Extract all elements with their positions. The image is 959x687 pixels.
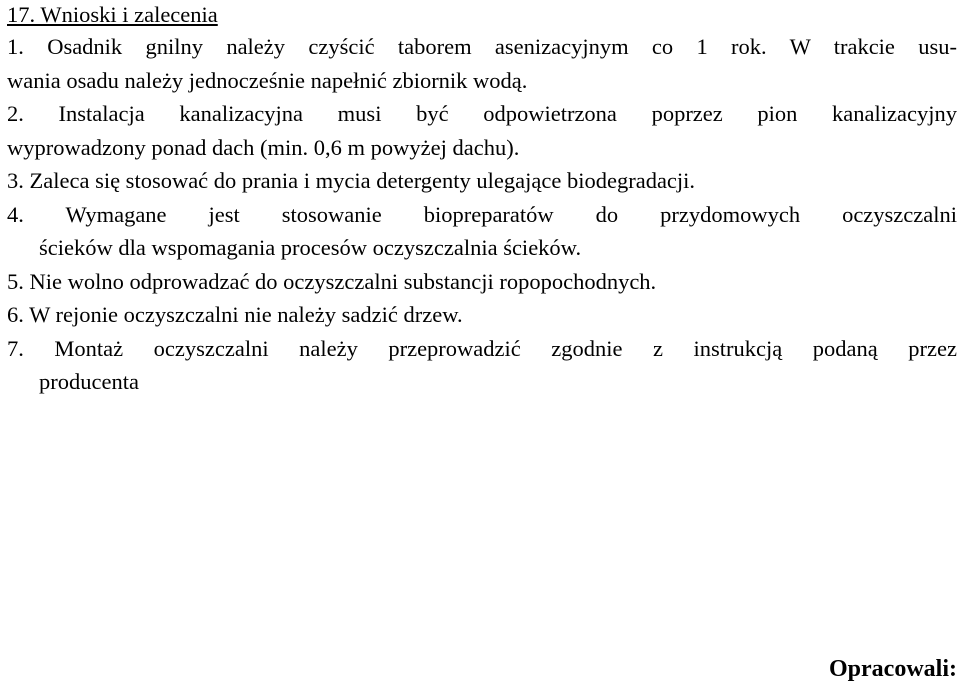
list-item-3 bbox=[7, 164, 957, 198]
section-heading: 17. Wnioski i zalecenia bbox=[7, 2, 218, 27]
list-item-text-continued: wyprowadzony ponad dach (min. 0,6 m powyżej dachu). bbox=[7, 134, 520, 160]
list-item-text: 4. Wymagane jest stosowanie biopreparatów do przydomowych oczyszczalni bbox=[7, 201, 957, 227]
list-item-2 bbox=[7, 97, 957, 164]
list-item-text-continued: producenta bbox=[39, 369, 139, 394]
document-body bbox=[7, 0, 957, 399]
list-item-text-continued: wania osadu należy jednocześnie napełnić zbiornik wodą. bbox=[7, 67, 528, 93]
list-item-text: 2. Instalacja kanalizacyjna musi być odpowietrzona poprzez pion kanalizacyjny bbox=[7, 101, 957, 126]
list-item-text: 3. Zaleca się stosować do prania i mycia detergenty ulegające biodegradacji. bbox=[7, 168, 696, 193]
list-item-text: 5. Nie wolno odprowadzać do oczyszczalni substancji ropopochodnych. bbox=[7, 268, 657, 294]
list-item-1 bbox=[7, 30, 957, 97]
prepared-by-label: Opracowali: bbox=[829, 656, 957, 682]
list-item-4 bbox=[7, 198, 957, 265]
list-item-7 bbox=[7, 332, 957, 399]
list-item-text: 1. Osadnik gnilny należy czyścić taborem asenizacyjnym co 1 rok. W trakcie usu- bbox=[7, 34, 957, 59]
list-item-text: 6. W rejonie oczyszczalni nie należy sadzić drzew. bbox=[7, 302, 463, 327]
list-item-text: 7. Montaż oczyszczalni należy przeprowadzić zgodnie z instrukcją podaną przez bbox=[7, 335, 957, 361]
list-item-5 bbox=[7, 265, 957, 299]
list-item-6 bbox=[7, 298, 957, 332]
list-item-text-continued: ścieków dla wspomagania procesów oczyszczalnia ścieków. bbox=[39, 235, 582, 260]
